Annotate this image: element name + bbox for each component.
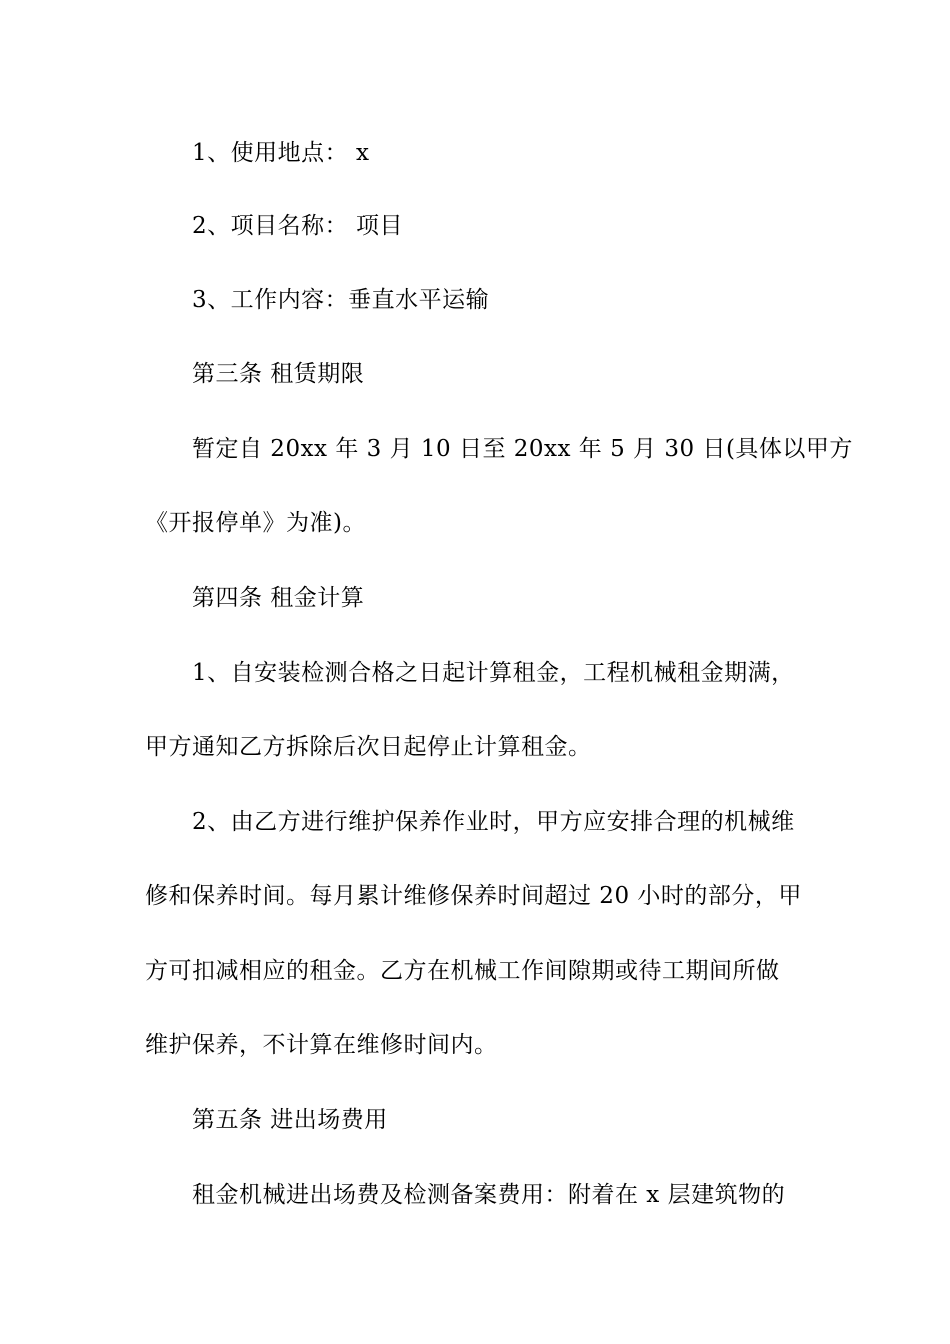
article-five-heading: 第五条 进出场费用 [192,1107,388,1133]
rent-calc-item-2-line-1: 2、由乙方进行维护保养作业时，甲方应安排合理的机械维 [192,809,795,835]
rent-calc-item-2-line-2: 修和保养时间。每月累计维修保养时间超过 20 小时的部分，甲 [145,883,802,909]
rent-calc-item-2-line-4: 维护保养，不计算在维修时间内。 [145,1032,498,1058]
rent-calc-item-1-line-1: 1、自安装检测合格之日起计算租金，工程机械租金期满， [192,660,795,686]
article-four-heading: 第四条 租金计算 [192,585,365,611]
usage-location-line: 1、使用地点： x [192,140,370,166]
entry-exit-fee-paragraph-line-1: 租金机械进出场费及检测备案费用：附着在 x 层建筑物的 [192,1182,786,1208]
article-three-heading: 第三条 租赁期限 [192,361,365,387]
rent-calc-item-2-line-3: 方可扣减相应的租金。乙方在机械工作间隙期或待工期间所做 [145,958,780,984]
lease-term-paragraph-line-1: 暂定自 20xx 年 3 月 10 日至 20xx 年 5 月 30 日(具体以甲方 [192,436,853,462]
lease-term-paragraph-line-2: 《开报停单》为准)。 [145,510,366,536]
project-name-line: 2、项目名称： 项目 [192,213,403,239]
work-content-line: 3、工作内容：垂直水平运输 [192,287,490,313]
rent-calc-item-1-line-2: 甲方通知乙方拆除后次日起停止计算租金。 [145,734,592,760]
